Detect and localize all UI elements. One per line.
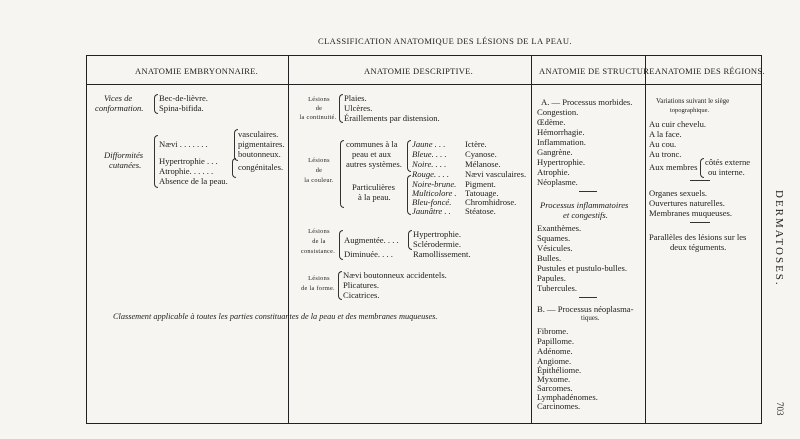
- region-item: Au tronc.: [649, 149, 682, 159]
- variations-title: Variations suivant le siège: [656, 97, 730, 105]
- color-result: Mélanose.: [465, 159, 501, 169]
- color-result: Ictère.: [465, 139, 487, 149]
- tumor-item: Épithéliome.: [537, 365, 582, 375]
- lesion-item: Squames.: [537, 233, 571, 243]
- lesion-label: de la: [312, 238, 326, 245]
- atrophie-label: Atrophie. . . . . .: [159, 166, 214, 176]
- color-name: Jaunâtre . .: [412, 206, 451, 216]
- color-name: Bleue. . . .: [412, 149, 447, 159]
- heading-descriptive: ANATOMIE DESCRIPTIVE.: [364, 66, 474, 76]
- forme-item: Plicatures.: [343, 280, 380, 290]
- variations-title: topographique.: [670, 107, 710, 114]
- color-name: Noire. . . .: [412, 159, 447, 169]
- augmentee-item: Sclérodermie.: [413, 239, 461, 249]
- tumor-item: Adénome.: [537, 346, 573, 356]
- diminuee-item: Ramollissement.: [413, 249, 471, 259]
- separator-rule: [579, 191, 597, 192]
- naevi-label: Nævi . . . . . . .: [159, 139, 208, 149]
- tumor-item: Lymphadénomes.: [537, 392, 598, 402]
- footnote: Classement applicable à toutes les parties constituantes de la peau et des membranes muqueuses.: [113, 312, 438, 321]
- inflammatory-title: et congestifs.: [563, 210, 608, 220]
- couleur-group: Particulières: [352, 182, 395, 192]
- brace: [339, 230, 343, 260]
- process-item: Inflammation.: [537, 137, 586, 147]
- heading-structure: ANATOMIE DE STRUCTURE.: [539, 66, 658, 76]
- brace: [407, 175, 411, 215]
- separator-rule: [579, 297, 597, 298]
- brace: [700, 158, 704, 178]
- difformites-label: Difformités: [104, 150, 144, 160]
- heading-regions: ANATOMIE DES RÉGIONS.: [655, 66, 765, 76]
- lesion-item: Bulles.: [537, 253, 562, 263]
- region-membres: Aux membres: [649, 162, 698, 172]
- forme-item: Cicatrices.: [343, 290, 380, 300]
- column-divider: [645, 55, 646, 424]
- parallele-text: deux téguments.: [670, 242, 727, 252]
- lesion-item: Papules.: [537, 273, 566, 283]
- color-name: Bleu-foncé.: [412, 197, 452, 207]
- color-name: Rouge. . . .: [412, 169, 449, 179]
- inflammatory-title: Processus inflammatoires: [540, 200, 629, 210]
- brace: [338, 271, 342, 300]
- diminuee-label: Diminuée. . . .: [344, 249, 393, 259]
- difformites-label: cutanées.: [109, 160, 142, 170]
- tumor-item: Sarcomes.: [537, 383, 573, 393]
- process-item: Gangrène.: [537, 147, 573, 157]
- heading-embryonnaire: ANATOMIE EMBRYONNAIRE.: [135, 66, 259, 76]
- hypertrophie-label: Hypertrophie . . .: [159, 156, 218, 166]
- brace: [232, 158, 236, 178]
- tumor-item: Fibrome.: [537, 326, 569, 336]
- color-result: Nævi vasculaires.: [465, 169, 527, 179]
- color-result: Stéatose.: [465, 206, 496, 216]
- section-b-title: B. — Processus néoplasma-: [537, 304, 634, 314]
- region-item: Membranes muqueuses.: [649, 208, 733, 218]
- brace: [408, 230, 412, 250]
- brace: [154, 94, 158, 114]
- region-item: Ouvertures naturelles.: [649, 198, 725, 208]
- separator-rule: [690, 222, 710, 223]
- color-name: Multicolore .: [412, 188, 457, 198]
- process-item: Congestion.: [537, 107, 579, 117]
- color-name: Jaune . . .: [412, 139, 446, 149]
- header-divider: [86, 84, 762, 85]
- lesion-label: consistance.: [300, 248, 336, 255]
- color-result: Chromhidrose.: [465, 197, 517, 207]
- region-item: Organes sexuels.: [649, 188, 708, 198]
- region-item: Au cuir chevelu.: [649, 119, 707, 129]
- continuite-item: Plaies.: [344, 93, 367, 103]
- vices-item: Bec-de-lièvre.: [159, 93, 208, 103]
- membres-side: côtés externe: [705, 157, 751, 167]
- couleur-group: peau et aux: [352, 149, 392, 159]
- tumor-item: Carcinomes.: [537, 401, 581, 411]
- augmentee-item: Hypertrophie.: [413, 229, 461, 239]
- process-item: Œdème.: [537, 117, 566, 127]
- brace: [407, 140, 411, 172]
- augmentee-label: Augmentée. . . .: [344, 235, 399, 245]
- lesion-label: de: [315, 105, 323, 112]
- side-running-head: DERMATOSES.: [773, 190, 785, 287]
- region-item: Au cou.: [649, 139, 677, 149]
- lesion-label: de la forme.: [301, 285, 335, 292]
- brace: [154, 135, 158, 188]
- couleur-group: communes à la: [346, 139, 398, 149]
- brace: [340, 140, 344, 208]
- lesion-item: Exanthèmes.: [537, 223, 582, 233]
- lesion-item: Pustules et pustulo-bulles.: [537, 263, 627, 273]
- lesion-label: la continuité.: [299, 114, 337, 121]
- separator-rule: [690, 180, 710, 181]
- lesion-item: Tubercules.: [537, 283, 578, 293]
- page-number: 703: [775, 402, 785, 416]
- section-b-title: tiques.: [581, 314, 600, 322]
- column-divider: [288, 55, 289, 424]
- tumor-item: Myxome.: [537, 374, 571, 384]
- naevi-type: vasculaires.: [238, 129, 279, 139]
- process-item: Hémorrhagie.: [537, 127, 585, 137]
- color-name: Noire-brune.: [412, 179, 457, 189]
- color-result: Tatouage.: [465, 188, 499, 198]
- lesion-label: la couleur.: [304, 177, 334, 184]
- color-result: Pigment.: [465, 179, 496, 189]
- page-title: CLASSIFICATION ANATOMIQUE DES LÉSIONS DE LA PEAU.: [318, 36, 572, 46]
- color-result: Cyanose.: [465, 149, 497, 159]
- parallele-text: Parallèles des lésions sur les: [649, 232, 747, 242]
- continuite-item: Éraillements par distension.: [344, 113, 440, 123]
- absence-label: Absence de la peau.: [159, 176, 228, 186]
- congenitales-label: congénitales.: [238, 162, 284, 172]
- tumor-item: Angiome.: [537, 356, 572, 366]
- process-item: Hypertrophie.: [537, 157, 585, 167]
- forme-item: Nævi boutonneux accidentels.: [343, 270, 447, 280]
- process-item: Néoplasme.: [537, 177, 578, 187]
- region-item: A la face.: [649, 129, 682, 139]
- lesion-item: Vésicules.: [537, 243, 573, 253]
- lesion-label: Lésions: [308, 96, 330, 103]
- tumor-item: Papillome.: [537, 336, 574, 346]
- process-item: Atrophie.: [537, 167, 570, 177]
- vices-label: Vices de: [104, 93, 133, 103]
- lesion-label: Lésions: [308, 157, 330, 164]
- naevi-type: boutonneux.: [238, 149, 281, 159]
- membres-side: ou interne.: [708, 167, 745, 177]
- section-a-title: A. — Processus morbides.: [541, 97, 633, 107]
- brace: [339, 94, 343, 123]
- couleur-group: à la peau.: [358, 192, 391, 202]
- continuite-item: Ulcères.: [344, 103, 373, 113]
- column-divider: [531, 55, 532, 424]
- couleur-group: autres systèmes.: [346, 159, 402, 169]
- vices-item: Spina-bifida.: [159, 103, 204, 113]
- lesion-label: Lésions: [308, 275, 330, 282]
- naevi-type: pigmentaires.: [238, 139, 285, 149]
- lesion-label: de: [315, 167, 323, 174]
- lesion-label: Lésions: [308, 228, 330, 235]
- vices-label: conformation.: [95, 103, 144, 113]
